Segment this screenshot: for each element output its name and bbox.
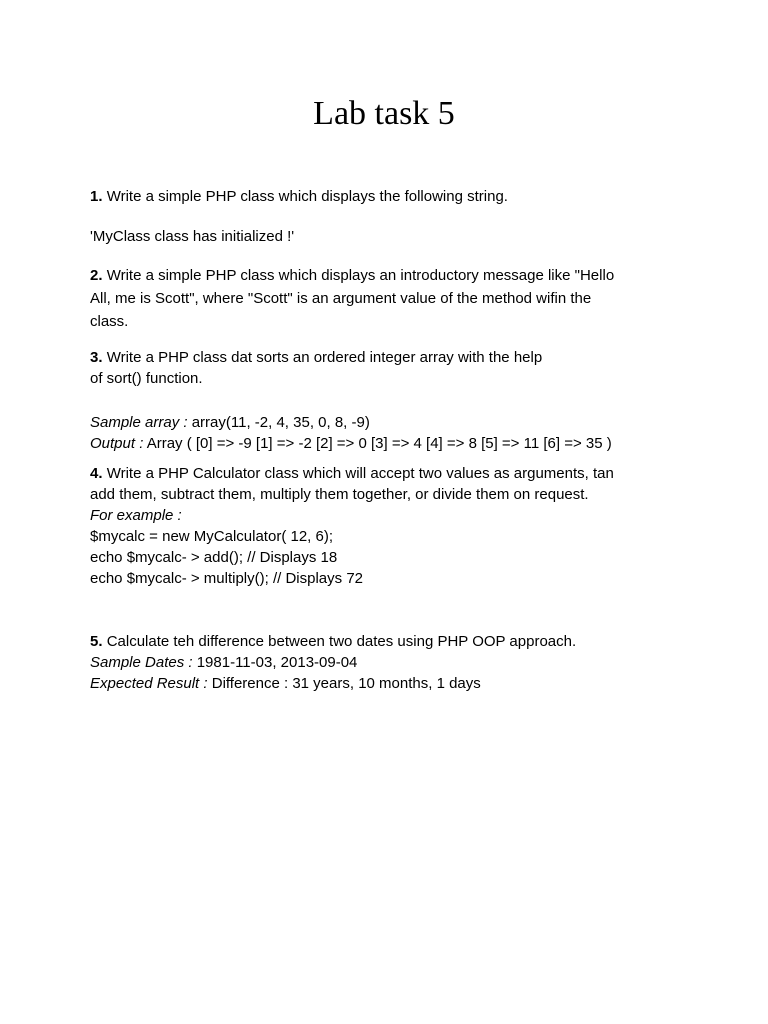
sample-array-value: array(11, -2, 4, 35, 0, 8, -9) <box>187 414 370 431</box>
code-line-2: echo $mycalc- > add(); // Displays 18 <box>90 549 338 566</box>
page-title: Lab task 5 <box>313 95 455 132</box>
code-line-1: $mycalc = new MyCalculator( 12, 6); <box>90 528 334 545</box>
task-2-line <box>90 264 690 287</box>
task-3-sample-line <box>90 412 690 433</box>
task-2-number: 2. <box>90 267 103 284</box>
task-2-text-3: class. <box>90 313 129 330</box>
task-2-text-2: All, me is Scott", where "Scott" is an argument value of the method wifin the <box>90 290 592 307</box>
task-5-line <box>90 631 690 652</box>
task-4 <box>90 463 690 589</box>
task-1-string <box>90 226 690 247</box>
output-label: Output : <box>90 435 144 452</box>
task-1-number: 1. <box>90 188 103 205</box>
task-1-line <box>90 186 690 207</box>
task-3-text-1: Write a PHP class dat sorts an ordered integer array with the help <box>106 349 543 366</box>
task-4-number: 4. <box>90 465 103 482</box>
task-3-output-line <box>90 433 690 454</box>
task-1-output-string: 'MyClass class has initialized !' <box>90 228 295 245</box>
task-1-text: Write a simple PHP class which displays the following string. <box>106 188 508 205</box>
task-5-text: Calculate teh difference between two dates using PHP OOP approach. <box>106 633 577 650</box>
for-example-label: For example : <box>90 507 182 524</box>
task-2-text-1: Write a simple PHP class which displays an introductory message like "Hello <box>106 267 615 284</box>
task-3-text-2: of sort() function. <box>90 370 203 387</box>
task-1 <box>90 186 690 207</box>
task-5 <box>90 631 690 694</box>
task-5-number: 5. <box>90 633 103 650</box>
sample-array-label: Sample array : <box>90 414 188 431</box>
task-3 <box>90 347 690 389</box>
task-2 <box>90 264 690 333</box>
task-4-text-2: add them, subtract them, multiply them together, or divide them on request. <box>90 486 589 503</box>
task-4-line <box>90 463 690 484</box>
task-4-text-1: Write a PHP Calculator class which will accept two values as arguments, tan <box>106 465 614 482</box>
output-value: Array ( [0] => -9 [1] => -2 [2] => 0 [3] => 4 [4] => 8 [5] => 11 [6] => 35 ) <box>143 435 612 452</box>
expected-result-value: Difference : 31 years, 10 months, 1 days <box>207 675 481 692</box>
task-3-samples <box>90 412 690 454</box>
sample-dates-line <box>90 652 690 673</box>
expected-result-label: Expected Result : <box>90 675 208 692</box>
task-3-line <box>90 347 690 368</box>
task-3-number: 3. <box>90 349 103 366</box>
code-line-3: echo $mycalc- > multiply(); // Displays 72 <box>90 570 364 587</box>
expected-result-line <box>90 673 690 694</box>
sample-dates-value: 1981-11-03, 2013-09-04 <box>192 654 358 671</box>
sample-dates-label: Sample Dates : <box>90 654 193 671</box>
